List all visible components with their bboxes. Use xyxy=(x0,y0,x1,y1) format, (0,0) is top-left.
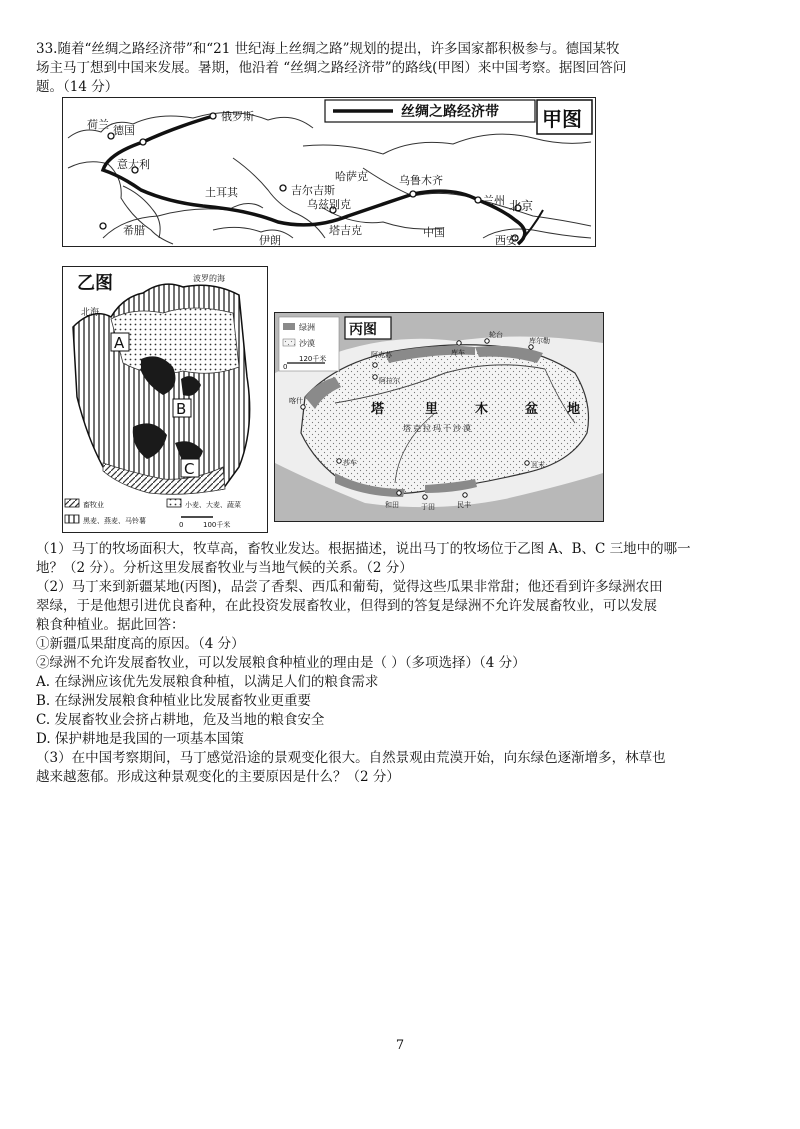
map-jia xyxy=(62,97,596,247)
place-label: 阿拉尔 xyxy=(379,377,400,385)
place-label: 西安 xyxy=(495,234,517,246)
silk-road-route xyxy=(103,116,525,244)
body-line: 粮食种植业。据此回答： xyxy=(36,617,185,633)
scale-label: 120千米 xyxy=(299,355,327,363)
body-line: ①新疆瓜果甜度高的原因。（4 分） xyxy=(36,636,245,652)
question-body xyxy=(36,540,766,787)
place-label: 库尔勒 xyxy=(529,337,550,345)
basin-char: 塔 xyxy=(371,402,385,417)
body-line: 地？（2 分）。分析这里发展畜牧业与当地气候的关系。（2 分） xyxy=(36,560,413,576)
intro-line: 33.随着“丝绸之路经济带”和“21 世纪海上丝绸之路”规划的提出，许多国家都积极参与。德国某牧 xyxy=(36,41,620,57)
place-label: 轮台 xyxy=(489,331,503,339)
legend-livestock: 畜牧业 xyxy=(83,501,104,509)
option-c: C. 发展畜牧业会挤占耕地，危及当地的粮食安全 xyxy=(36,712,325,728)
place-label: 俄罗斯 xyxy=(221,110,254,123)
desert-name: 塔克拉玛干沙漠 xyxy=(403,424,473,433)
place-label: 伊朗 xyxy=(259,234,281,246)
scale-zero: 0 xyxy=(179,521,184,529)
basin-char: 地 xyxy=(567,402,581,417)
question-intro xyxy=(36,40,766,97)
sea-label: 波罗的海 xyxy=(193,274,225,283)
sea-label: 北海 xyxy=(81,308,100,318)
basin-char: 木 xyxy=(475,402,489,417)
legend-desert: 沙漠 xyxy=(299,339,315,348)
body-line: 翠绿，于是他想引进优良畜种，在此投资发展畜牧业，但得到的答复是绿洲不允许发展畜牧业，可以发展 xyxy=(36,598,657,614)
legend-mixed: 黑麦、燕麦、马铃薯 xyxy=(83,517,146,525)
intro-line: 题。（14 分） xyxy=(36,79,119,95)
body-line: 越来越葱郁。形成这种景观变化的主要原因是什么？（2 分） xyxy=(36,769,400,785)
map-jia-legend: 丝绸之路经济带 xyxy=(401,104,499,120)
place-label: 库车 xyxy=(451,349,465,357)
place-label: 莎车 xyxy=(343,459,357,467)
place-label: 乌兹别克 xyxy=(307,198,351,211)
scale-zero: 0 xyxy=(283,363,288,371)
place-label: 荷兰 xyxy=(87,118,109,131)
place-label: 民丰 xyxy=(457,501,471,509)
map-bing-svg xyxy=(275,313,603,521)
place-label: 北京 xyxy=(509,199,534,213)
option-b: B. 在绿洲发展粮食种植业比发展畜牧业更重要 xyxy=(36,693,312,709)
body-line: （1）马丁的牧场面积大，牧草高，畜牧业发达。根据描述，说出马丁的牧场位于乙图 A、B、C 三地中的哪一 xyxy=(36,541,691,557)
place-label: 且末 xyxy=(531,461,545,469)
place-label: 哈萨克 xyxy=(335,170,368,183)
page-number: 7 xyxy=(395,1038,405,1053)
basin-char: 盆 xyxy=(525,402,539,417)
region-b-label: B xyxy=(176,400,187,418)
scale-label: 100千米 xyxy=(203,521,231,529)
place-label: 土耳其 xyxy=(205,186,238,199)
basin-char: 里 xyxy=(425,402,439,417)
place-label: 兰州 xyxy=(483,194,505,207)
map-bing-title: 丙图 xyxy=(349,322,377,338)
place-label: 希腊 xyxy=(123,224,145,237)
map-bing xyxy=(274,312,604,522)
map-yi xyxy=(62,266,268,533)
map-jia-svg xyxy=(63,98,595,246)
body-line: （3）在中国考察期间，马丁感觉沿途的景观变化很大。自然景观由荒漠开始，向东绿色逐渐增多，林草也 xyxy=(36,750,666,766)
region-c-label: C xyxy=(184,460,195,478)
body-line: ②绿洲不允许发展畜牧业，可以发展粮食种植业的理由是（ ）（多项选择）（4 分） xyxy=(36,655,526,671)
place-label: 阿克苏 xyxy=(371,351,392,359)
place-label: 吉尔吉斯 xyxy=(291,184,335,197)
place-label: 于田 xyxy=(421,503,435,511)
map-yi-svg xyxy=(63,267,267,532)
place-label: 中国 xyxy=(423,226,445,239)
region-a-label: A xyxy=(114,334,125,352)
option-d: D. 保护耕地是我国的一项基本国策 xyxy=(36,731,244,747)
map-jia-title: 甲图 xyxy=(542,107,582,131)
map-yi-title: 乙图 xyxy=(77,273,113,294)
place-label: 意大利 xyxy=(117,158,150,171)
legend-grain: 小麦、大麦、蔬菜 xyxy=(185,501,241,509)
place-label: 乌鲁木齐 xyxy=(399,174,443,187)
place-label: 塔吉克 xyxy=(329,224,362,237)
place-label: 德国 xyxy=(113,124,135,137)
option-a: A. 在绿洲应该优先发展粮食种植，以满足人们的粮食需求 xyxy=(36,674,379,690)
place-label: 和田 xyxy=(385,501,399,509)
body-line: （2）马丁来到新疆某地(丙图)，品尝了香梨、西瓜和葡萄，觉得这些瓜果非常甜；他还看到许多绿洲农田 xyxy=(36,579,663,595)
intro-line: 场主马丁想到中国来发展。暑期，他沿着 “丝绸之路经济带”的路线(甲图）来中国考察。据图回答问 xyxy=(36,60,627,76)
place-label: 喀什 xyxy=(289,397,303,405)
legend-oasis: 绿洲 xyxy=(299,323,315,332)
